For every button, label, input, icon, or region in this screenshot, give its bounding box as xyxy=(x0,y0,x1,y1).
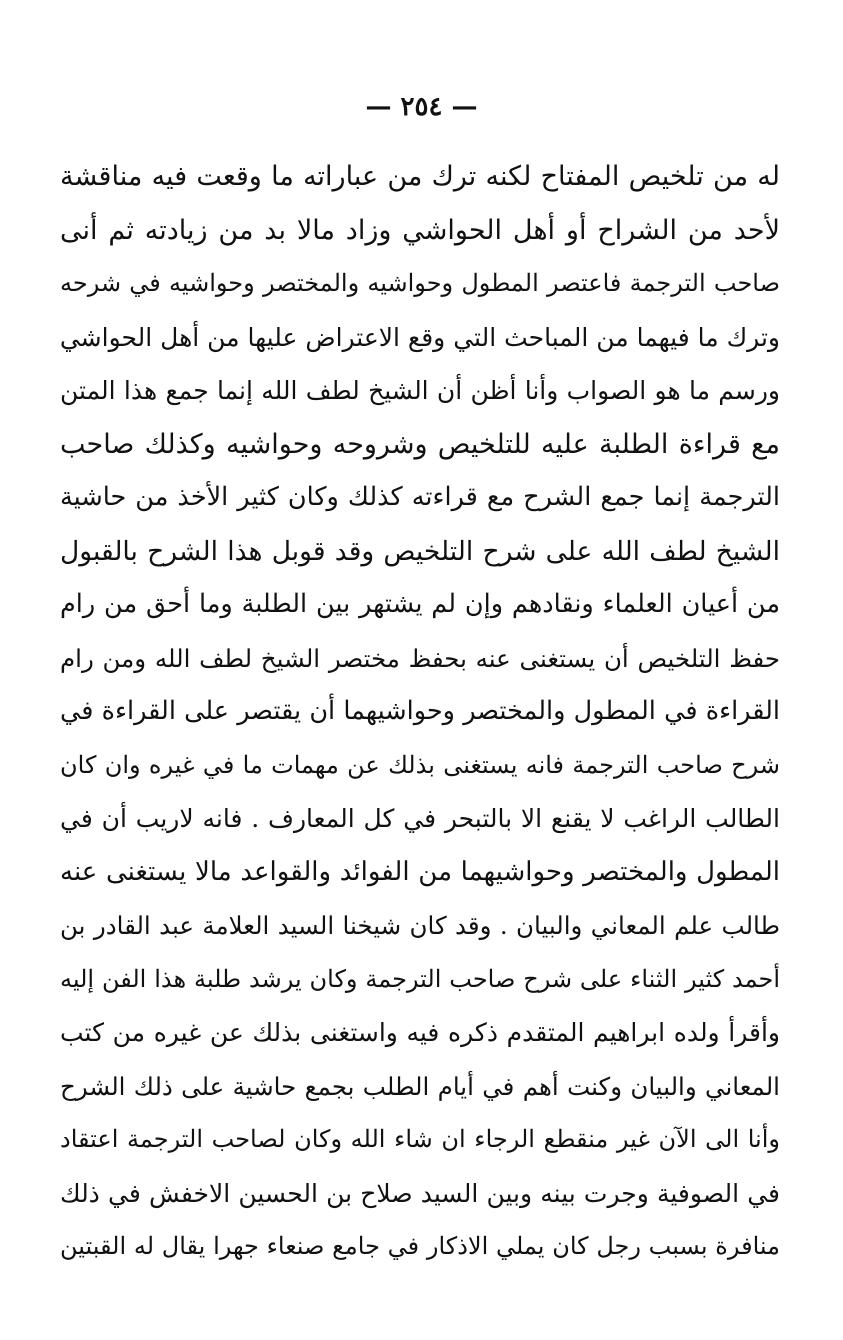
text-line: شرح صاحب الترجمة فانه يستغنى بذلك عن مهمات ما في غيره وان كان xyxy=(60,750,780,779)
text-line: حفظ التلخيص أن يستغنى عنه بحفظ مختصر الشيخ لطف الله ومن رام xyxy=(60,643,780,673)
text-line: الترجمة إنما جمع الشرح مع قراءته كذلك وكان كثير الأخذ من حاشية xyxy=(60,482,780,512)
text-line: منافرة بسبب رجل كان يملي الاذكار في جامع صنعاء جهرا يقال له القبتين xyxy=(60,1232,780,1260)
text-line: الشيخ لطف الله على شرح التلخيص وقد قوبل هذا الشرح بالقبول xyxy=(60,535,780,567)
text-line: وترك ما فيهما من المباحث التي وقع الاعتراض عليها من أهل الحواشي xyxy=(60,322,780,352)
text-line: الطالب الراغب لا يقنع الا بالتبحر في كل المعارف . فانه لاريب أن في xyxy=(60,804,780,833)
text-line: لأحد من الشراح أو أهل الحواشي وزاد مالا بد من زيادته ثم أنى xyxy=(60,214,780,246)
text-line: أحمد كثير الثناء على شرح صاحب الترجمة وكان يرشد طلبة هذا الفن إليه xyxy=(60,964,780,993)
text-line: له من تلخيص المفتاح لكنه ترك من عباراته ما وقعت فيه مناقشة xyxy=(60,161,780,192)
text-line: القراءة في المطول والمختصر وحواشيهما أن يقتصر على القراءة في xyxy=(60,696,780,726)
text-line: وأنا الى الآن غير منقطع الرجاء ان شاء الله وكان لصاحب الترجمة اعتقاد xyxy=(60,1125,780,1153)
text-line: المعاني والبيان وكنت أهم في أيام الطلب بجمع حاشية على ذلك الشرح xyxy=(60,1071,780,1101)
text-line: من أعيان العلماء ونقادهم وإن لم يشتهر بين الطلبة وما أحق من رام xyxy=(60,589,780,619)
page-number: — ٢٥٤ — xyxy=(365,92,478,122)
text-line: وأقرأ ولده ابراهيم المتقدم ذكره فيه واستغنى بذلك عن غيره من كتب xyxy=(60,1018,780,1047)
text-line: صاحب الترجمة فاعتصر المطول وحواشيه والمختصر وحواشيه في شرحه xyxy=(60,269,780,297)
text-line: مع قراءة الطلبة عليه للتلخيص وشروحه وحواشيه وكذلك صاحب xyxy=(60,428,780,460)
text-line: طالب علم المعاني والبيان . وقد كان شيخنا السيد العلامة عبد القادر بن xyxy=(60,911,780,940)
text-line: المطول والمختصر وحواشيهما من الفوائد والقواعد مالا يستغنى عنه xyxy=(60,856,780,887)
body-text xyxy=(60,150,780,1274)
text-line: في الصوفية وجرت بينه وبين السيد صلاح بن الحسين الاخفش في ذلك xyxy=(60,1178,780,1208)
text-line: ورسم ما هو الصواب وأنا أظن أن الشيخ لطف الله إنما جمع هذا المتن xyxy=(60,376,780,405)
